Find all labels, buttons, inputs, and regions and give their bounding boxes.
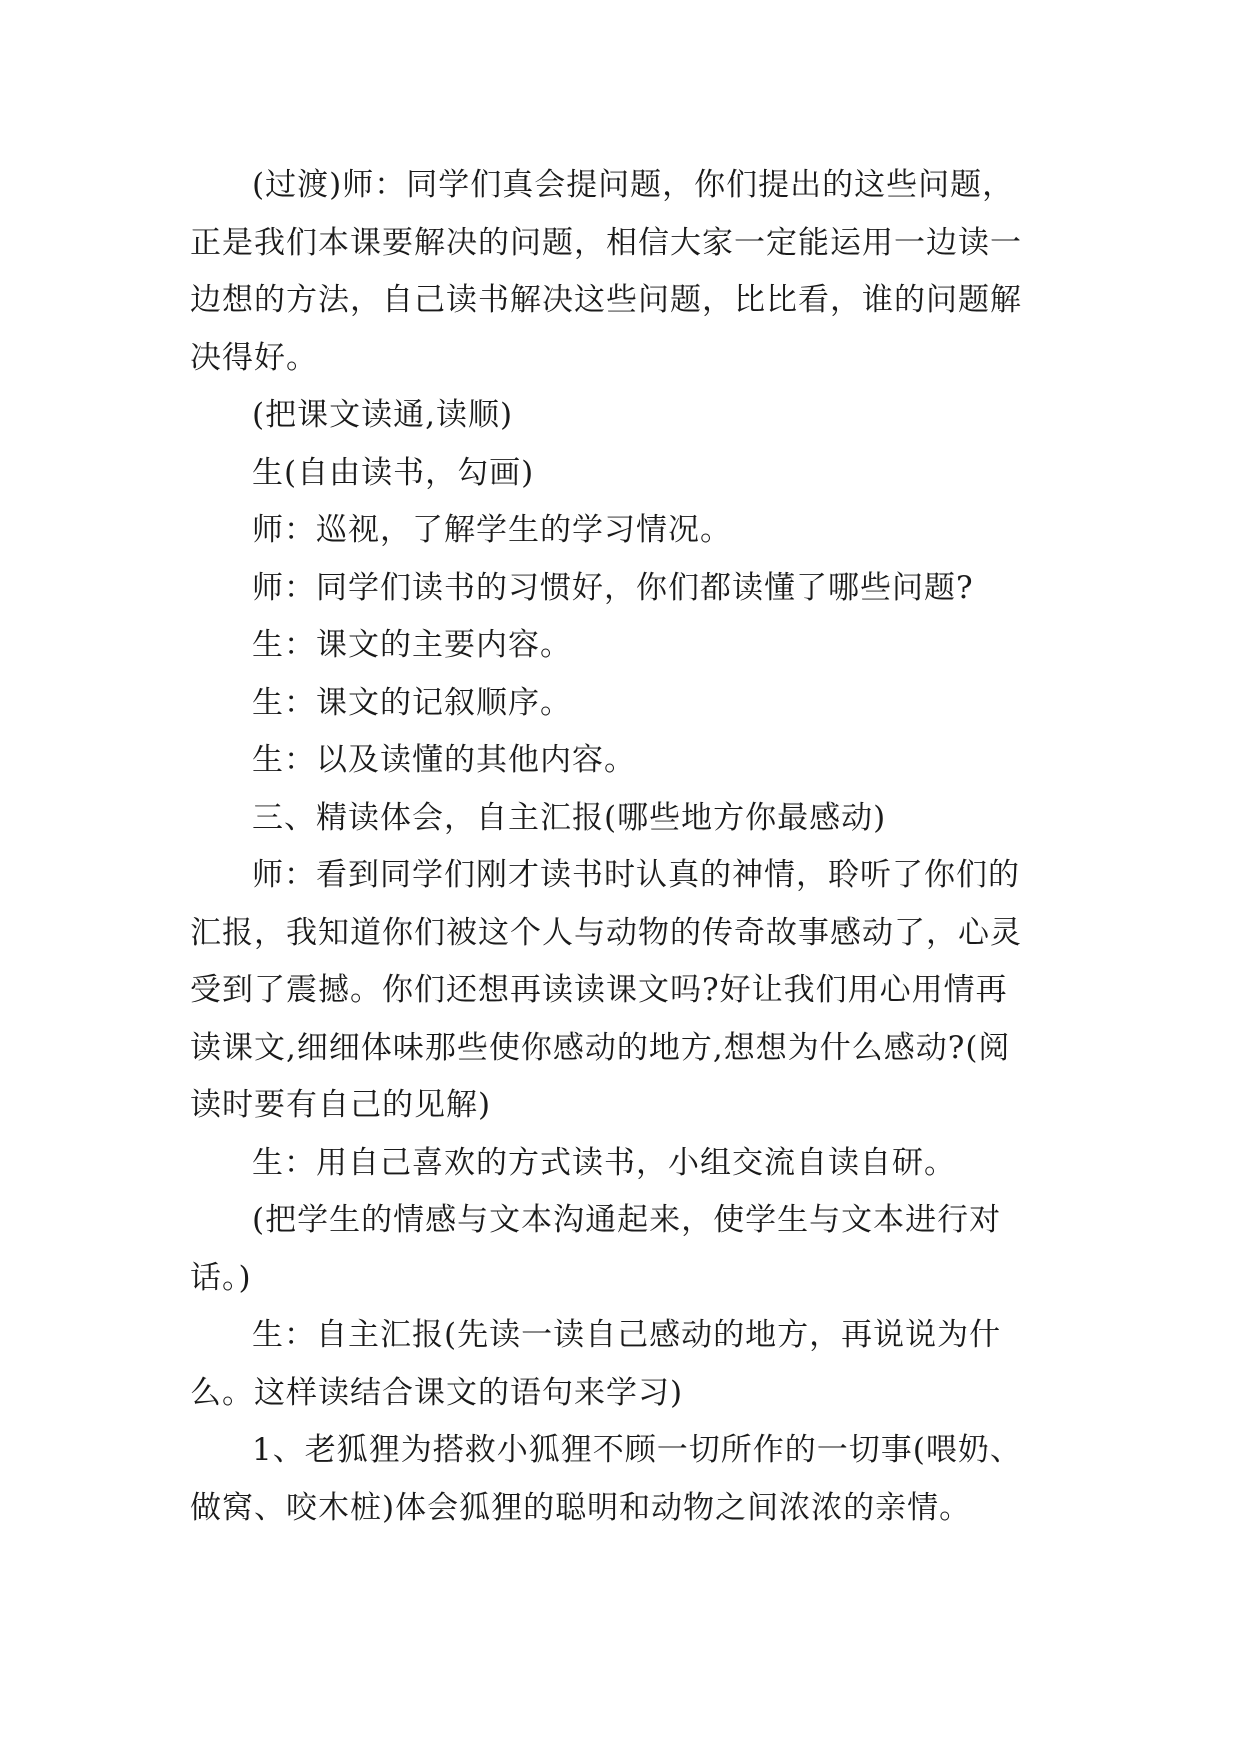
text-line: 生：课文的主要内容。 — [252, 627, 572, 663]
text-line: (把课文读通,读顺) — [252, 397, 514, 433]
text-line: 生：自主汇报(先读一读自己感动的地方，再说说为什 — [252, 1317, 1002, 1353]
document-body — [190, 157, 1080, 1537]
text-line: 受到了震撼。你们还想再读读课文吗?好让我们用心用情再 — [190, 972, 1008, 1008]
text-line: 正是我们本课要解决的问题，相信大家一定能运用一边读一 — [190, 224, 1022, 261]
text-line: 三、精读体会，自主汇报(哪些地方你最感动) — [252, 799, 887, 836]
paragraph-student-group — [190, 1135, 1080, 1193]
text-line: 生：课文的记叙顺序。 — [252, 684, 572, 721]
text-line: 么。这样读结合课文的语句来学习) — [190, 1374, 684, 1411]
paragraph-student-free-reading — [190, 445, 1080, 503]
text-line: 决得好。 — [190, 339, 318, 376]
text-line: 做窝、咬木桩)体会狐狸的聪明和动物之间浓浓的亲情。 — [190, 1489, 972, 1526]
paragraph-student-answer-3 — [190, 732, 1080, 790]
text-line: 汇报，我知道你们被这个人与动物的传奇故事感动了，心灵 — [190, 914, 1022, 951]
paragraph-transition — [190, 157, 1080, 387]
paragraph-teacher-question — [190, 560, 1080, 618]
paragraph-student-answer-2 — [190, 675, 1080, 733]
paragraph-note-dialogue — [190, 1192, 1080, 1307]
text-line: 读课文,细细体味那些使你感动的地方,想想为什么感动?(阅 — [190, 1029, 1011, 1066]
text-line: 师：巡视，了解学生的学习情况。 — [252, 512, 732, 548]
text-line: 生(自由读书，勾画) — [252, 454, 535, 491]
paragraph-student-answer-1 — [190, 617, 1080, 675]
text-line: 话。) — [190, 1259, 252, 1296]
text-line: (把学生的情感与文本沟通起来，使学生与文本进行对 — [252, 1202, 1002, 1238]
section-heading-3 — [190, 790, 1080, 848]
text-line: 1、老狐狸为搭救小狐狸不顾一切所作的一切事(喂奶、 — [252, 1432, 1022, 1468]
text-line: 生：以及读懂的其他内容。 — [252, 742, 636, 778]
text-line: 师：同学们读书的习惯好，你们都读懂了哪些问题? — [252, 569, 974, 606]
paragraph-student-report — [190, 1307, 1080, 1422]
paragraph-note-read-smoothly — [190, 387, 1080, 445]
text-line: (过渡)师：同学们真会提问题，你们提出的这些问题， — [252, 167, 1015, 203]
text-line: 师：看到同学们刚才读书时认真的神情，聆听了你们的 — [252, 857, 1020, 893]
text-line: 边想的方法，自己读书解决这些问题，比比看，谁的问题解 — [190, 282, 1022, 318]
text-line: 生：用自己喜欢的方式读书，小组交流自读自研。 — [252, 1144, 956, 1181]
paragraph-teacher-patrol — [190, 502, 1080, 560]
paragraph-teacher-intro — [190, 847, 1080, 1135]
paragraph-point-1 — [190, 1422, 1080, 1537]
text-line: 读时要有自己的见解) — [190, 1087, 492, 1123]
